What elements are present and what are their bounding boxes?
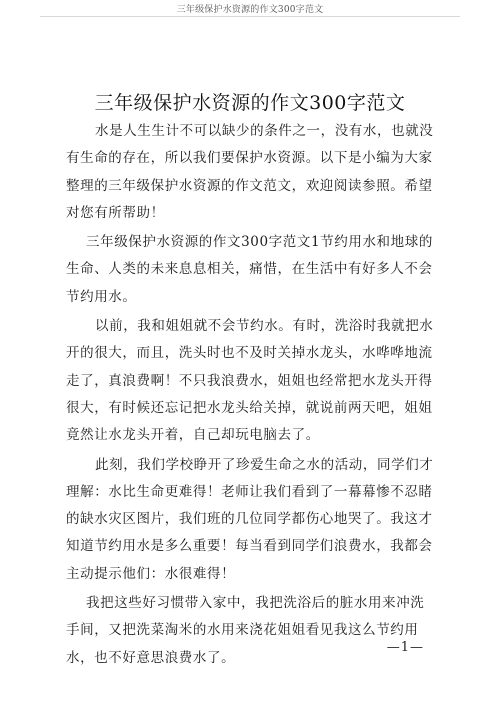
page-number: —1— [386,640,424,655]
paragraph-1: 水是人生生计不可以缺少的条件之一，没有水，也就没有生命的存在，所以我们要保护水资源。以下是小编为大家整理的三年级保护水资源的作文范文，欢迎阅读参照。希望对您有所帮助！ [66,123,434,221]
document-title: 三年级保护水资源的作文300字范文 [94,92,406,114]
paragraph-2: 三年级保护水资源的作文300字范文1节约用水和地球的生命、人类的未来息息相关，痛惜，在生活中有好多人不会节约用水。 [66,234,433,305]
paragraph-3: 以前，我和姐姐就不会节约水。有时，洗浴时我就把水开的很大，而且，洗头时也不及时关掉水龙头，水哗哗地流走了，真浪费啊！不只我浪费水，姐姐也经常把水龙头开得很大，有时候还忘记把水龙头给关掉，就说前两天吧，姐姐竟然让水龙头开着，自己却玩电脑去了。 [66,318,434,444]
paragraph-4: 此刻，我们学校睁开了珍爱生命之水的活动，同学们才理解：水比生命更难得！老师让我们看到了一幕幕惨不忍睹的缺水灾区图片，我们班的几位同学都伤心地哭了。我这才知道节约用水是多么重要！每当看到同学们浪费水，我都会主动提示他们：水很难得！ [66,456,434,582]
header-divider [40,16,460,17]
paragraph-5: 我把这些好习惯带入家中，我把洗浴后的脏水用来冲洗手间，又把洗菜淘米的水用来浇花姐姐看见我这么节约用水，也不好意思浪费水了。 [66,595,425,666]
running-header: 三年级保护水资源的作文300字范文 [176,5,324,15]
document-body [66,118,438,672]
